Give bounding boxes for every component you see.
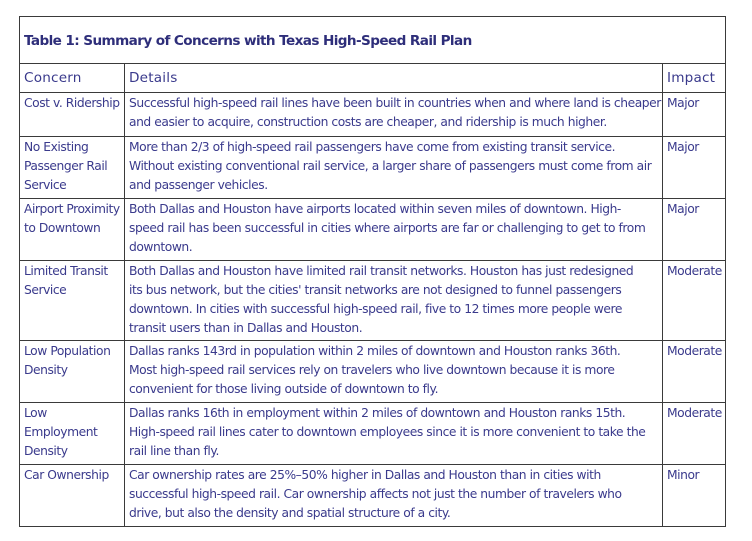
details-cell bbox=[125, 403, 663, 465]
impact-cell: Minor bbox=[663, 465, 726, 527]
table-row bbox=[20, 137, 726, 199]
details-text: its bus network, but the cities' transit networks are not designed to funnel passengers bbox=[129, 283, 622, 297]
table-row bbox=[20, 261, 726, 341]
details-cell bbox=[125, 465, 663, 527]
concern-cell bbox=[20, 465, 125, 527]
concern-cell bbox=[20, 93, 125, 137]
details-text: drive, but also the density and spatial structure of a city. bbox=[129, 506, 451, 520]
details-text: successful high-speed rail. Car ownership affects not just the number of travelers who bbox=[129, 487, 622, 501]
details-text: Car ownership rates are 25%–50% higher in Dallas and Houston than in cities with bbox=[129, 468, 601, 482]
concern-cell bbox=[20, 403, 125, 465]
impact-cell: Moderate bbox=[663, 403, 726, 465]
concern-text: to Downtown bbox=[24, 221, 101, 235]
table-row bbox=[20, 465, 726, 527]
details-text: Most high-speed rail services rely on travelers who live downtown because it is more bbox=[129, 363, 615, 377]
details-text: downtown. In cities with successful high-speed rail, five to 12 times more people were bbox=[129, 302, 622, 316]
table-header-row bbox=[20, 64, 726, 93]
concern-text: Service bbox=[24, 283, 67, 297]
details-cell bbox=[125, 341, 663, 403]
concern-cell bbox=[20, 137, 125, 199]
concern-text: Cost v. Ridership bbox=[24, 96, 120, 110]
header-impact: Impact bbox=[663, 64, 726, 93]
concern-cell bbox=[20, 261, 125, 341]
table-title: Table 1: Summary of Concerns with Texas High-Speed Rail Plan bbox=[20, 17, 726, 64]
concern-text: No Existing bbox=[24, 140, 89, 154]
concern-text: Density bbox=[24, 363, 68, 377]
table-row bbox=[20, 341, 726, 403]
table-row bbox=[20, 403, 726, 465]
details-text: speed rail has been successful in cities where airports are far or challenging to get to from bbox=[129, 221, 646, 235]
details-text: convenient for those living outside of downtown to fly. bbox=[129, 382, 439, 396]
concern-cell bbox=[20, 199, 125, 261]
concerns-table bbox=[19, 16, 726, 527]
concern-text: Density bbox=[24, 444, 68, 458]
concern-text: Low bbox=[24, 406, 47, 420]
details-text: Without existing conventional rail service, a larger share of passengers must come from air bbox=[129, 159, 652, 173]
details-cell bbox=[125, 199, 663, 261]
details-cell bbox=[125, 137, 663, 199]
details-cell bbox=[125, 261, 663, 341]
concern-text: Low Population bbox=[24, 344, 111, 358]
concern-text: Passenger Rail bbox=[24, 159, 108, 173]
table-row bbox=[20, 199, 726, 261]
concern-text: Service bbox=[24, 178, 67, 192]
details-text: transit users than in Dallas and Houston. bbox=[129, 321, 363, 335]
details-text: and easier to acquire, construction costs are cheaper, and ridership is much higher. bbox=[129, 115, 607, 129]
impact-cell: Major bbox=[663, 199, 726, 261]
details-cell bbox=[125, 93, 663, 137]
header-details: Details bbox=[125, 64, 663, 93]
table-title-row bbox=[20, 17, 726, 64]
impact-cell: Moderate bbox=[663, 341, 726, 403]
details-text: Dallas ranks 143rd in population within 2 miles of downtown and Houston ranks 36th. bbox=[129, 344, 621, 358]
details-text: Dallas ranks 16th in employment within 2 miles of downtown and Houston ranks 15th. bbox=[129, 406, 626, 420]
concern-text: Airport Proximity bbox=[24, 202, 120, 216]
table-body bbox=[20, 93, 726, 527]
impact-cell: Moderate bbox=[663, 261, 726, 341]
concern-text: Limited Transit bbox=[24, 264, 108, 278]
header-concern: Concern bbox=[20, 64, 125, 93]
details-text: High-speed rail lines cater to downtown employees since it is more convenient to take the bbox=[129, 425, 646, 439]
impact-cell: Major bbox=[663, 93, 726, 137]
details-text: Both Dallas and Houston have limited rail transit networks. Houston has just redesigned bbox=[129, 264, 634, 278]
table-row bbox=[20, 93, 726, 137]
details-text: downtown. bbox=[129, 240, 193, 254]
concern-cell bbox=[20, 341, 125, 403]
details-text: rail line than fly. bbox=[129, 444, 219, 458]
details-text: Both Dallas and Houston have airports located within seven miles of downtown. High- bbox=[129, 202, 621, 216]
concern-text: Employment bbox=[24, 425, 98, 439]
details-text: and passenger vehicles. bbox=[129, 178, 268, 192]
concern-text: Car Ownership bbox=[24, 468, 109, 482]
details-text: More than 2/3 of high-speed rail passengers have come from existing transit service. bbox=[129, 140, 616, 154]
details-text: Successful high-speed rail lines have been built in countries when and where land is cheaper bbox=[129, 96, 661, 110]
impact-cell: Major bbox=[663, 137, 726, 199]
